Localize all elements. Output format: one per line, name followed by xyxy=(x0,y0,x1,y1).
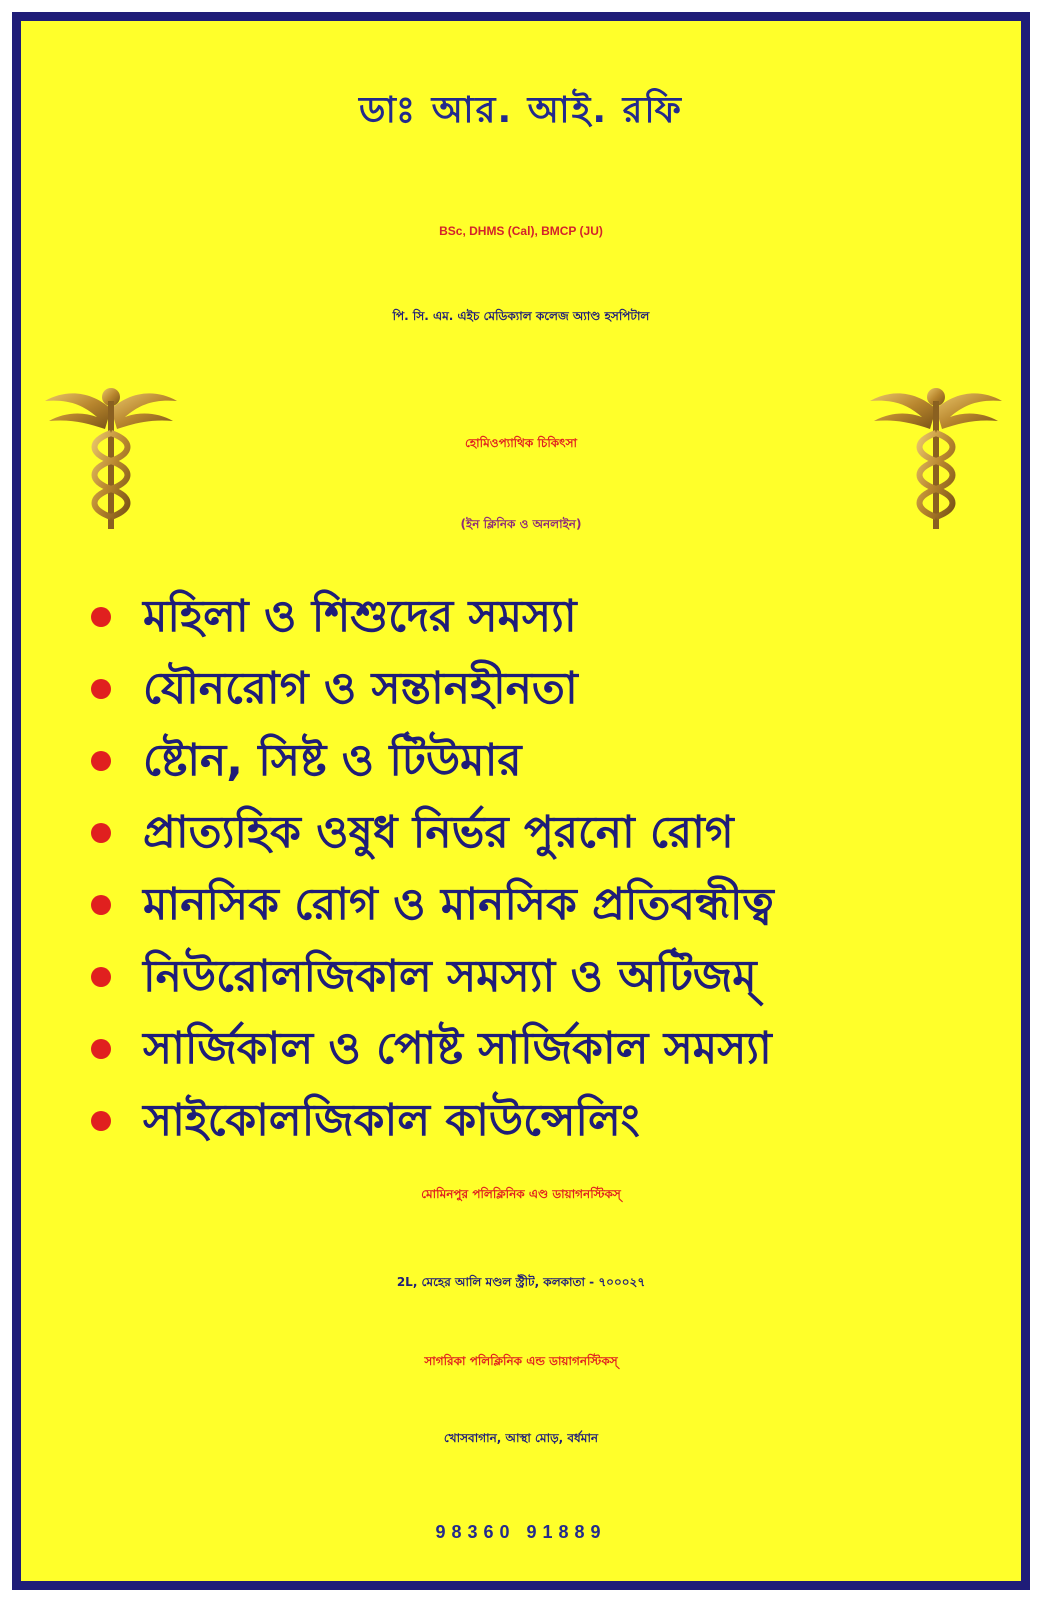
bullet-dot-icon xyxy=(91,751,111,771)
service-label: মানসিক রোগ ও মানসিক প্রতিবন্ধীত্ব xyxy=(143,879,774,930)
treatment-title: হোমিওপ্যাথিক চিকিৎসা xyxy=(464,436,578,450)
list-item xyxy=(91,941,774,1013)
bullet-dot-icon xyxy=(91,895,111,915)
bullet-dot-icon xyxy=(91,607,111,627)
bullet-dot-icon xyxy=(91,1039,111,1059)
service-label: নিউরোলজিকাল সমস্যা ও অটিজম্ xyxy=(143,951,757,1002)
list-item xyxy=(91,797,774,869)
bullet-dot-icon xyxy=(91,823,111,843)
list-item xyxy=(91,725,774,797)
list-item xyxy=(91,1085,774,1157)
service-label: সাইকোলজিকাল কাউন্সেলিং xyxy=(143,1095,640,1146)
clinic-name: মোমিনপুর পলিক্লিনিক এণ্ড ডায়াগনস্টিকস্ xyxy=(421,1187,621,1201)
services-list xyxy=(91,581,774,1157)
bullet-dot-icon xyxy=(91,679,111,699)
clinic-address: 2L, মেহের আলি মণ্ডল স্ট্রীট, কলকাতা - ৭০০০২৭ xyxy=(396,1275,646,1289)
service-label: ষ্টোন, সিষ্ট ও টিউমার xyxy=(143,735,522,786)
treatment-mode: (ইন ক্লিনিক ও অনলাইন) xyxy=(460,517,582,531)
clinic-address: খোসবাগান, আস্থা মোড়, বর্ধমান xyxy=(443,1431,599,1445)
bullet-dot-icon xyxy=(91,967,111,987)
service-label: যৌনরোগ ও সন্তানহীনতা xyxy=(143,663,578,714)
doctor-name: ডাঃ আর. আই. রফি xyxy=(358,90,683,131)
service-label: সার্জিকাল ও পোষ্ট সার্জিকাল সমস্যা xyxy=(143,1023,772,1074)
service-label: প্রাত্যহিক ওষুধ নির্ভর পুরনো রোগ xyxy=(143,807,734,858)
list-item xyxy=(91,1013,774,1085)
doctor-degrees: BSc, DHMS (Cal), BMCP (JU) xyxy=(439,224,603,238)
list-item xyxy=(91,581,774,653)
list-item xyxy=(91,653,774,725)
service-label: মহিলা ও শিশুদের সমস্যা xyxy=(143,591,577,642)
bullet-dot-icon xyxy=(91,1111,111,1131)
list-item xyxy=(91,869,774,941)
college-name: পি. সি. এম. এইচ মেডিক্যাল কলেজ অ্যাণ্ড হসপিটাল xyxy=(392,309,650,323)
clinic-name: সাগরিকা পলিক্লিনিক এন্ড ডায়াগনস্টিকস্ xyxy=(424,1354,618,1368)
poster xyxy=(12,12,1030,1590)
phone-number[interactable]: 98360 91889 xyxy=(435,1522,607,1542)
